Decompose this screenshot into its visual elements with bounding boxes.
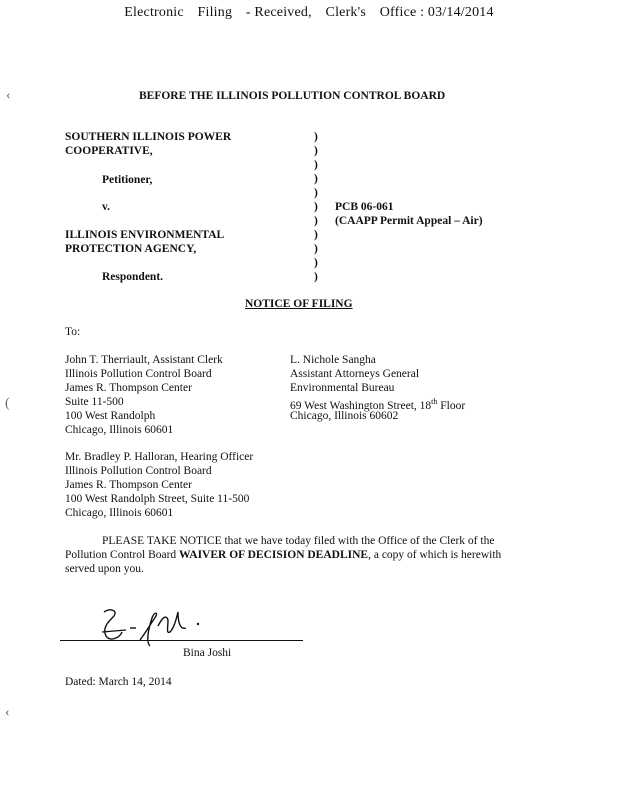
binder-mark: ‹ [6, 88, 11, 103]
body-text: , a copy of which is herewith [368, 549, 502, 561]
petitioner-line: SOUTHERN ILLINOIS POWER [65, 131, 232, 143]
to-label: To: [65, 326, 81, 338]
caption-paren: ) [314, 159, 318, 171]
address-line: Mr. Bradley P. Halloran, Hearing Officer [65, 451, 254, 463]
body-line: served upon you. [65, 563, 144, 575]
street-text: 69 West Washington Street, 18 [290, 399, 432, 412]
petitioner-role: Petitioner, [102, 174, 153, 186]
stamp-word: 03/14/2014 [427, 5, 494, 20]
notice-title: NOTICE OF FILING [245, 298, 353, 310]
petitioner-line: COOPERATIVE, [65, 145, 153, 157]
case-number: PCB 06-061 [335, 201, 394, 213]
stamp-word: Office [379, 5, 417, 20]
ordinal-suffix: th [431, 397, 438, 406]
respondent-line: ILLINOIS ENVIRONMENTAL [65, 229, 225, 241]
address-line: Illinois Pollution Control Board [65, 465, 212, 477]
hearing-officer-address [65, 450, 253, 520]
stamp-word: - Received, [245, 5, 312, 20]
caption-paren: ) [314, 173, 318, 185]
filed-document-title: WAIVER OF DECISION DEADLINE [179, 549, 369, 561]
address-line: Chicago, Illinois 60601 [65, 424, 174, 436]
case-info [335, 200, 483, 228]
caption-paren: ) [314, 187, 318, 199]
caption-paren-column [314, 130, 318, 284]
signature-line-tail: – [294, 634, 300, 646]
address-line: Assistant Attorneys General [290, 368, 420, 380]
stamp-word: Filing [197, 5, 233, 20]
respondent-role: Respondent. [102, 271, 164, 283]
body-text: Pollution Control Board [65, 549, 180, 561]
signer-name: Bina Joshi [183, 647, 232, 659]
binder-mark: ‹ [5, 705, 10, 720]
stamp-word: Clerk's [325, 5, 367, 20]
address-line: Suite 11-500 [65, 396, 124, 408]
address-line: Chicago, Illinois 60601 [65, 507, 174, 519]
caption-paren: ) [314, 201, 318, 213]
address-line: 100 West Randolph [65, 410, 156, 422]
stamp-word: : [420, 5, 425, 20]
recipient-clerk-address [65, 353, 223, 437]
address-line: Illinois Pollution Control Board [65, 368, 212, 380]
stamp-word: Electronic [124, 5, 184, 20]
notice-body [65, 534, 501, 576]
filing-stamp-header [0, 5, 618, 21]
binder-mark: ( [5, 396, 10, 411]
floor-text: Floor [437, 399, 466, 412]
address-line: James R. Thompson Center [65, 382, 192, 394]
address-line: 100 West Randolph Street, Suite 11-500 [65, 493, 250, 505]
address-line: Environmental Bureau [290, 382, 395, 394]
caption-paren: ) [314, 131, 318, 143]
case-type: (CAAPP Permit Appeal – Air) [335, 215, 483, 227]
handwritten-signature [96, 602, 216, 650]
address-line-street [290, 395, 466, 412]
body-line: PLEASE TAKE NOTICE that we have today filed with the Office of the Clerk of the [102, 535, 495, 547]
respondent-name [65, 228, 224, 256]
address-line: Chicago, Illinois 60602 [290, 410, 399, 422]
recipient-ag-address [290, 353, 465, 423]
address-line: L. Nichole Sangha [290, 354, 376, 366]
date-line: Dated: March 14, 2014 [65, 676, 172, 688]
board-title: BEFORE THE ILLINOIS POLLUTION CONTROL BOARD [139, 90, 446, 102]
caption-paren: ) [314, 257, 318, 269]
body-line [65, 548, 501, 562]
caption-paren: ) [314, 145, 318, 157]
address-line: James R. Thompson Center [65, 479, 192, 491]
caption-paren: ) [314, 215, 318, 227]
versus-label: v. [102, 201, 110, 213]
respondent-line: PROTECTION AGENCY, [65, 243, 197, 255]
address-line: John T. Therriault, Assistant Clerk [65, 354, 223, 366]
caption-paren: ) [314, 229, 318, 241]
petitioner-name [65, 130, 231, 158]
caption-paren: ) [314, 243, 318, 255]
caption-paren: ) [314, 271, 318, 283]
signature-line [60, 640, 303, 641]
